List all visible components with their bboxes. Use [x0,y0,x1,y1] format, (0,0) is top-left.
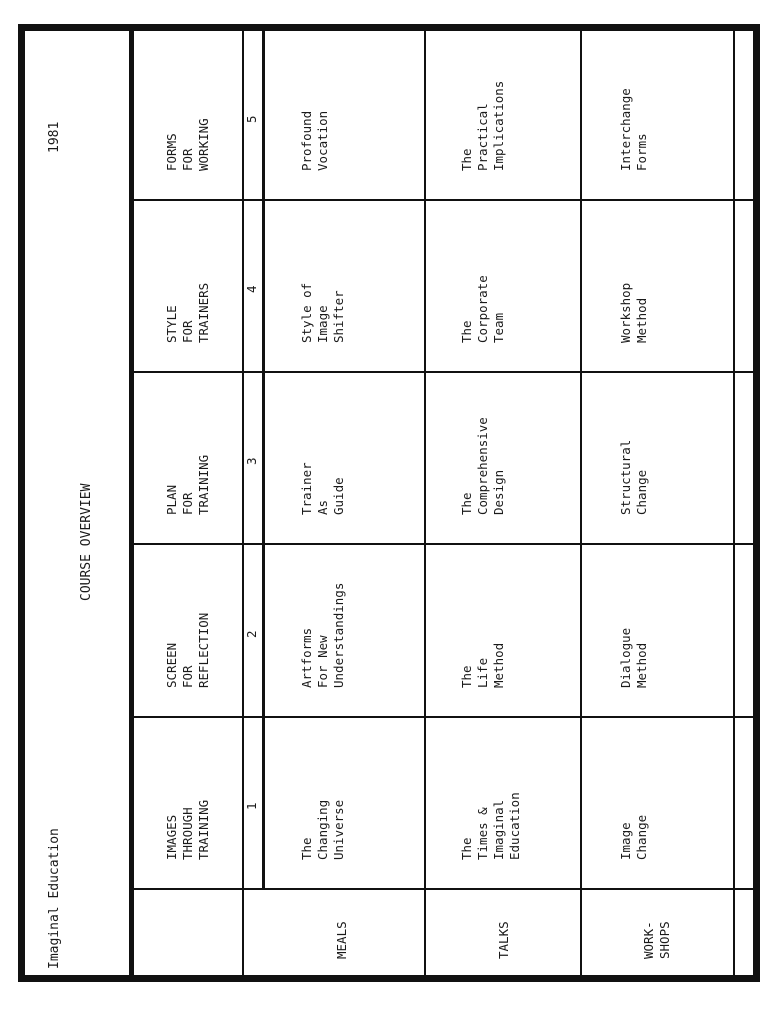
row-label-line: MEALS [334,921,349,959]
talks-cell-line: Design [491,469,506,515]
meals-cell-line: Understandings [331,582,346,688]
talks-cell-line: Comprehensive [475,417,490,515]
session-heading [164,283,212,343]
meals-cell-line: For New [315,635,330,688]
row-label [334,921,350,959]
grid-line-h [134,199,753,201]
workshops-cell-line: Change [634,814,649,860]
meals-cell-line: Style of [299,282,314,343]
talks-cell-line: Corporate [475,275,490,343]
workshops-cell [618,815,650,860]
meals-cell [299,111,331,171]
meals-cell-line: Universe [331,799,346,860]
workshops-cell [618,628,650,688]
session-number: 1 [244,802,259,810]
talks-cell-line: The [459,148,474,171]
workshops-cell-line: Method [634,642,649,688]
talks-cell-line: Implications [491,80,506,171]
grid-line-h [134,543,753,545]
row-label-line: TALKS [496,921,511,959]
workshops-cell [618,283,650,343]
session-heading-line: STYLE [164,305,179,343]
session-heading-line: SCREEN [164,642,179,688]
year-label: 1981 [47,121,62,153]
meals-cell-line: Image [315,305,330,343]
meals-cell-line: Shifter [331,290,346,343]
workshops-cell-line: Workshop [618,282,633,343]
talks-cell-line: Team [491,312,506,343]
meals-cell-line: Vocation [315,110,330,171]
talks-cell-line: Imaginal [491,799,506,860]
row-label-line: SHOPS [657,921,672,959]
grid-line-v [733,31,735,975]
meals-cell [299,283,347,343]
meals-cell [299,583,347,688]
session-heading [164,455,212,515]
overview-table [129,31,753,975]
session-number: 4 [244,285,259,293]
meals-cell-line: Trainer [299,462,314,515]
workshops-cell-line: Image [618,822,633,860]
grid-line-h [134,716,753,718]
talks-cell-line: Education [507,792,522,860]
session-heading-line: TRAINING [196,454,211,515]
grid-line-v [424,31,426,975]
talks-cell-line: Practical [475,103,490,171]
session-number: 2 [244,629,259,638]
talks-cell [459,792,523,860]
meals-cell-line: Profound [299,110,314,171]
session-heading-line: FOR [180,665,195,688]
course-overview-sheet [18,24,760,982]
talks-cell [459,417,507,515]
meals-cell-line: As [315,499,330,515]
org-name: Imaginal Education [47,828,62,969]
number-strip-line [262,31,265,888]
meals-cell-line: Artforms [299,627,314,688]
workshops-cell-line: Method [634,297,649,343]
session-heading [164,800,212,860]
session-heading [164,613,212,688]
meals-cell [299,800,347,860]
meals-cell-line: Changing [315,799,330,860]
row-label [496,921,512,959]
talks-cell-line: Times & [475,807,490,860]
header-strip [25,31,129,975]
page-title: COURSE OVERVIEW [79,483,94,601]
grid-line-v [580,31,582,975]
row-label [641,921,673,959]
session-heading-line: THROUGH [180,807,195,860]
meals-cell [299,462,347,515]
grid-line-v [242,31,244,975]
talks-cell [459,81,507,171]
talks-cell-line: The [459,665,474,688]
talks-cell-line: Method [491,642,506,688]
row-label-line: WORK- [641,921,656,959]
workshops-cell [618,440,650,515]
talks-cell-line: The [459,320,474,343]
meals-cell-line: Guide [331,477,346,515]
workshops-cell-line: Dialogue [618,627,633,688]
grid-line-h [134,371,753,373]
session-heading-line: FOR [180,148,195,171]
workshops-cell [618,88,650,171]
session-number: 5 [244,115,259,123]
session-number: 3 [244,457,259,465]
session-heading-line: FOR [180,492,195,515]
session-heading-line: WORKING [196,118,211,171]
talks-cell-line: Life [475,657,490,688]
workshops-cell-line: Change [634,469,649,515]
workshops-cell-line: Structural [618,439,633,515]
session-heading-line: REFLECTION [196,612,211,688]
session-heading-line: IMAGES [164,814,179,860]
session-heading [164,118,212,171]
workshops-cell-line: Interchange [618,88,633,171]
session-heading-line: TRAINING [196,799,211,860]
session-heading-line: FOR [180,320,195,343]
talks-cell-line: The [459,492,474,515]
session-heading-line: PLAN [164,484,179,515]
talks-cell [459,275,507,343]
talks-cell [459,643,507,688]
workshops-cell-line: Forms [634,133,649,171]
talks-cell-line: The [459,837,474,860]
grid-line-h [134,888,753,890]
meals-cell-line: The [299,837,314,860]
session-heading-line: TRAINERS [196,282,211,343]
session-heading-line: FORMS [164,133,179,171]
